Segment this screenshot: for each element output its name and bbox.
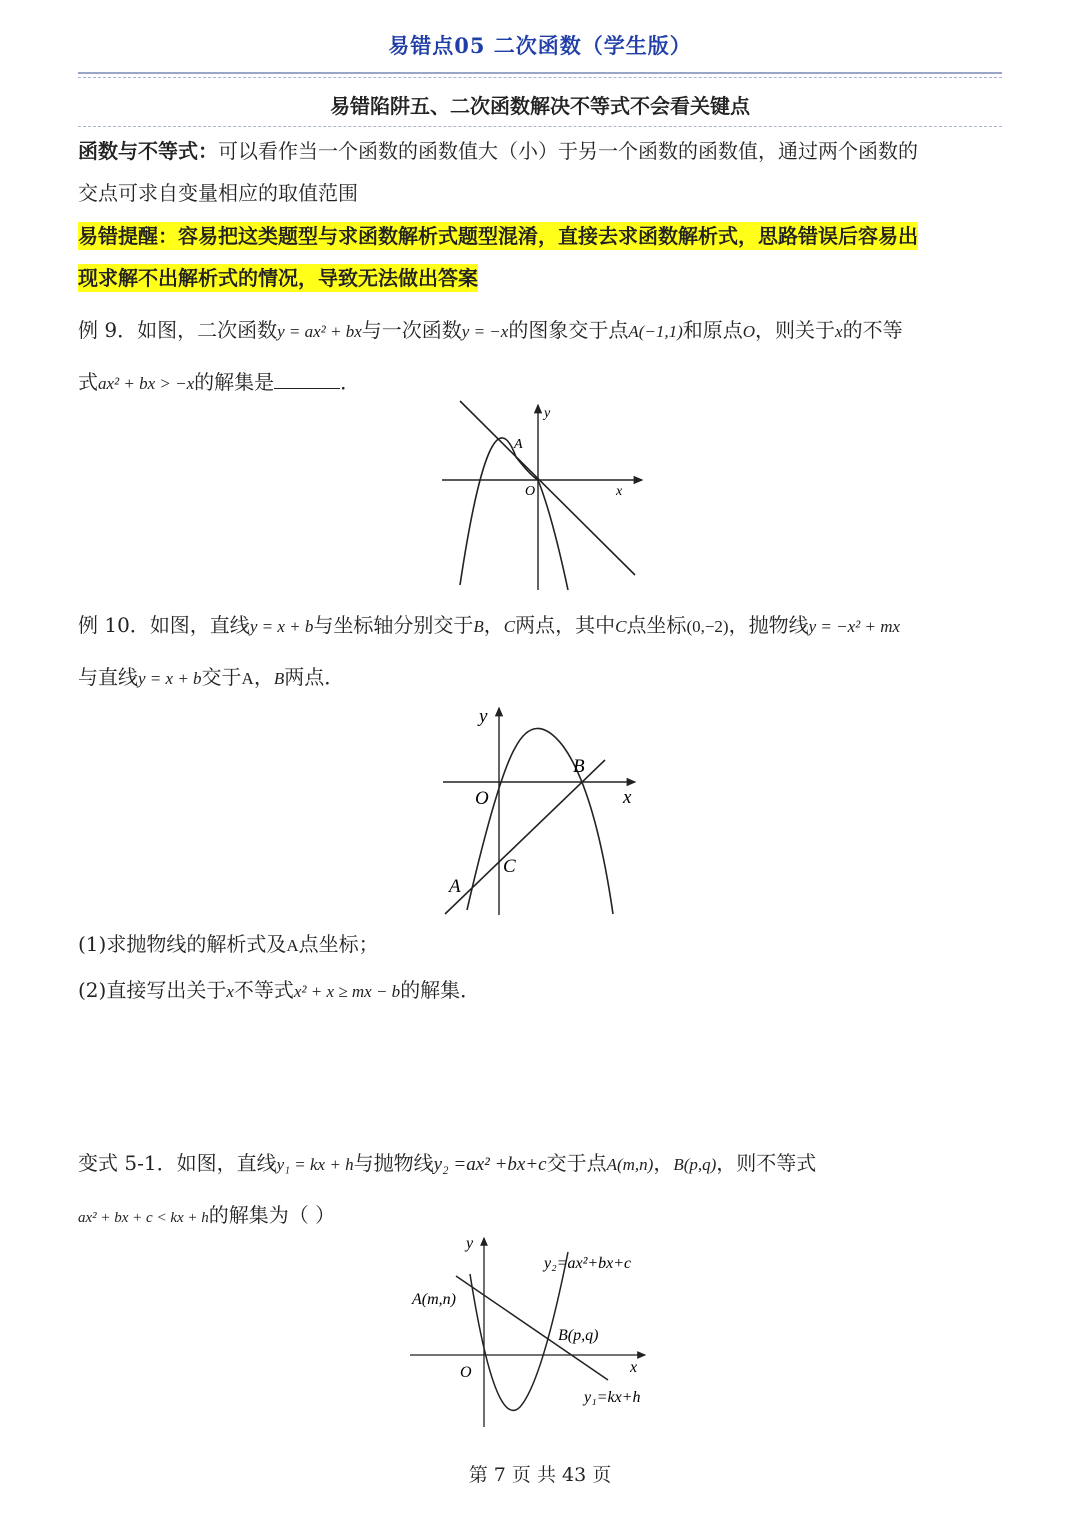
variant-text-3: 交于点: [546, 1151, 607, 1175]
example10-text-3: 两点，其中: [515, 613, 616, 637]
variant-eq-parabola: y₂ =ax² +bx+c: [433, 1154, 547, 1175]
fig2-label-b: B: [573, 756, 585, 777]
variant-inequality: ax² + bx + c < kx + h: [78, 1210, 209, 1226]
example10-q2-text-c: 的解集．: [400, 978, 481, 1002]
variant-text-2: 与抛物线: [353, 1151, 434, 1175]
fig2-label-o: O: [475, 788, 489, 809]
intro-paragraph: [78, 130, 1004, 214]
variant-eq-line: y₁ = kx + h: [276, 1155, 354, 1174]
example10-text-8: ，: [253, 665, 274, 689]
variant-text-4: ，则不等式: [716, 1151, 817, 1175]
variant-text-1: 如图，直线: [176, 1151, 277, 1175]
example10-label: 例 10．: [78, 613, 150, 637]
example10-text-7: 交于: [201, 665, 242, 689]
example9-text-3: 的图象交于点: [508, 318, 629, 342]
example10-text-1: 如图，直线: [149, 613, 250, 637]
fig2-line: [445, 760, 605, 914]
header-rule-dashed: [78, 77, 1002, 78]
example10-text-6: 与直线: [78, 665, 138, 689]
variant-text: [78, 1138, 1004, 1243]
variant-point-a: A(m,n): [606, 1155, 654, 1174]
variant-label: 变式 5-1．: [78, 1151, 177, 1175]
example9-text-8: 的解集是: [194, 370, 275, 394]
example10-coord-c: (0,−2): [686, 617, 729, 636]
fig2-label-x: x: [623, 787, 632, 808]
example10-eq-line2: y = x + b: [138, 669, 202, 688]
example10-q1-text-b: 点坐标；: [298, 932, 379, 956]
example10-q2-inequality: x² + x ≥ mx − b: [293, 982, 401, 1001]
example10-questions: [78, 922, 1004, 1014]
example10-sep: ，: [483, 613, 504, 637]
example10-text-9: 两点．: [284, 665, 345, 689]
intro-text-line2: 交点可求自变量相应的取值范围: [78, 181, 358, 205]
example10-q1-text: (1)求抛物线的解析式及: [78, 932, 287, 956]
example9-eq-quadratic: y = ax² + bx: [277, 322, 362, 341]
example9-label: 例 9．: [78, 318, 138, 342]
fig3-label-a: A(m,n): [412, 1291, 456, 1308]
example9-point-o: O: [742, 322, 756, 341]
example9-text-5: ，则关于: [755, 318, 836, 342]
page-header-title: 易错点05 二次函数（学生版）: [388, 33, 692, 58]
fig1-line: [460, 401, 635, 575]
example9-point-a: A(−1,1): [628, 322, 683, 341]
section-title: 易错陷阱五、二次函数解决不等式不会看关键点: [330, 94, 750, 118]
variant-sep: ，: [653, 1151, 674, 1175]
example10-q1-point-a: A: [286, 936, 299, 955]
example9-text-6: 的不等: [842, 318, 903, 342]
example10-point-c: C: [503, 617, 516, 636]
fig1-parabola: [460, 438, 568, 590]
variant-figure: [400, 1232, 690, 1432]
example10-q2-text-b: 不等式: [233, 978, 294, 1002]
warning-line1: 易错提醒：容易把这类题型与求函数解析式题型混淆，直接去求函数解析式，思路错误后容易出: [78, 224, 918, 248]
example10-point-a: A: [241, 669, 254, 688]
example10-point-c2: C: [615, 617, 627, 636]
variant-text-5: 的解集为（ ）: [208, 1203, 336, 1227]
example9-text-7: 式: [78, 370, 98, 394]
example9-text: [78, 305, 1004, 409]
example10-q2-var-x: x: [226, 982, 234, 1001]
fig2-label-y: y: [479, 706, 488, 727]
answer-blank[interactable]: [274, 366, 340, 389]
fig3-label-o: O: [460, 1364, 472, 1381]
fig3-parabola: [470, 1252, 568, 1410]
example10-text-2: 与坐标轴分别交于: [313, 613, 474, 637]
example10-text-5: ，抛物线: [728, 613, 809, 637]
intro-term: 函数与不等式：: [78, 139, 218, 163]
example10-text: [78, 600, 1004, 704]
example10-text-4: 点坐标: [626, 613, 687, 637]
example9-text-1: 如图，二次函数: [137, 318, 278, 342]
fig2-label-c: C: [503, 856, 516, 877]
example9-var-x: x: [835, 322, 843, 341]
fig2-label-a: A: [449, 876, 461, 897]
intro-text-line1: 可以看作当一个函数的函数值大（小）于另一个函数的函数值，通过两个函数的: [218, 139, 918, 163]
example9-text-2: 与一次函数: [361, 318, 462, 342]
example10-eq-parabola: y = −x² + mx: [808, 617, 901, 636]
fig3-label-x: x: [630, 1359, 638, 1376]
fig1-label-a: A: [514, 437, 523, 452]
example9-eq-linear: y = −x: [461, 322, 509, 341]
warning-line2: 现求解不出解析式的情况，导致无法做出答案: [78, 266, 478, 290]
example9-text-9: ．: [340, 370, 361, 394]
variant-point-b: B(p,q): [673, 1155, 717, 1174]
example9-text-4: 和原点: [682, 318, 743, 342]
fig3-label-b: B(p,q): [558, 1327, 599, 1344]
example10-figure: [435, 700, 645, 920]
page-footer: 第 7 页 共 43 页: [468, 1464, 612, 1486]
fig3-label-y2: y₂=ax²+bx+c: [544, 1255, 632, 1272]
example10-eq-line: y = x + b: [249, 617, 314, 636]
fig3-label-y1: y₁=kx+h: [584, 1389, 641, 1406]
fig2-parabola: [467, 728, 613, 914]
example9-figure: [430, 395, 650, 595]
section-rule-dashed: [78, 126, 1002, 127]
example10-q2-text: (2)直接写出关于: [78, 978, 227, 1002]
header-rule: [78, 72, 1002, 74]
example9-inequality: ax² + bx > −x: [98, 374, 195, 393]
fig1-label-y: y: [544, 406, 551, 421]
example10-point-b: B: [473, 617, 484, 636]
fig1-label-o: O: [525, 484, 536, 499]
fig3-label-y: y: [466, 1235, 474, 1252]
warning-paragraph: [78, 215, 1004, 299]
fig1-label-x: x: [616, 484, 623, 499]
example10-point-b2: B: [273, 669, 285, 688]
